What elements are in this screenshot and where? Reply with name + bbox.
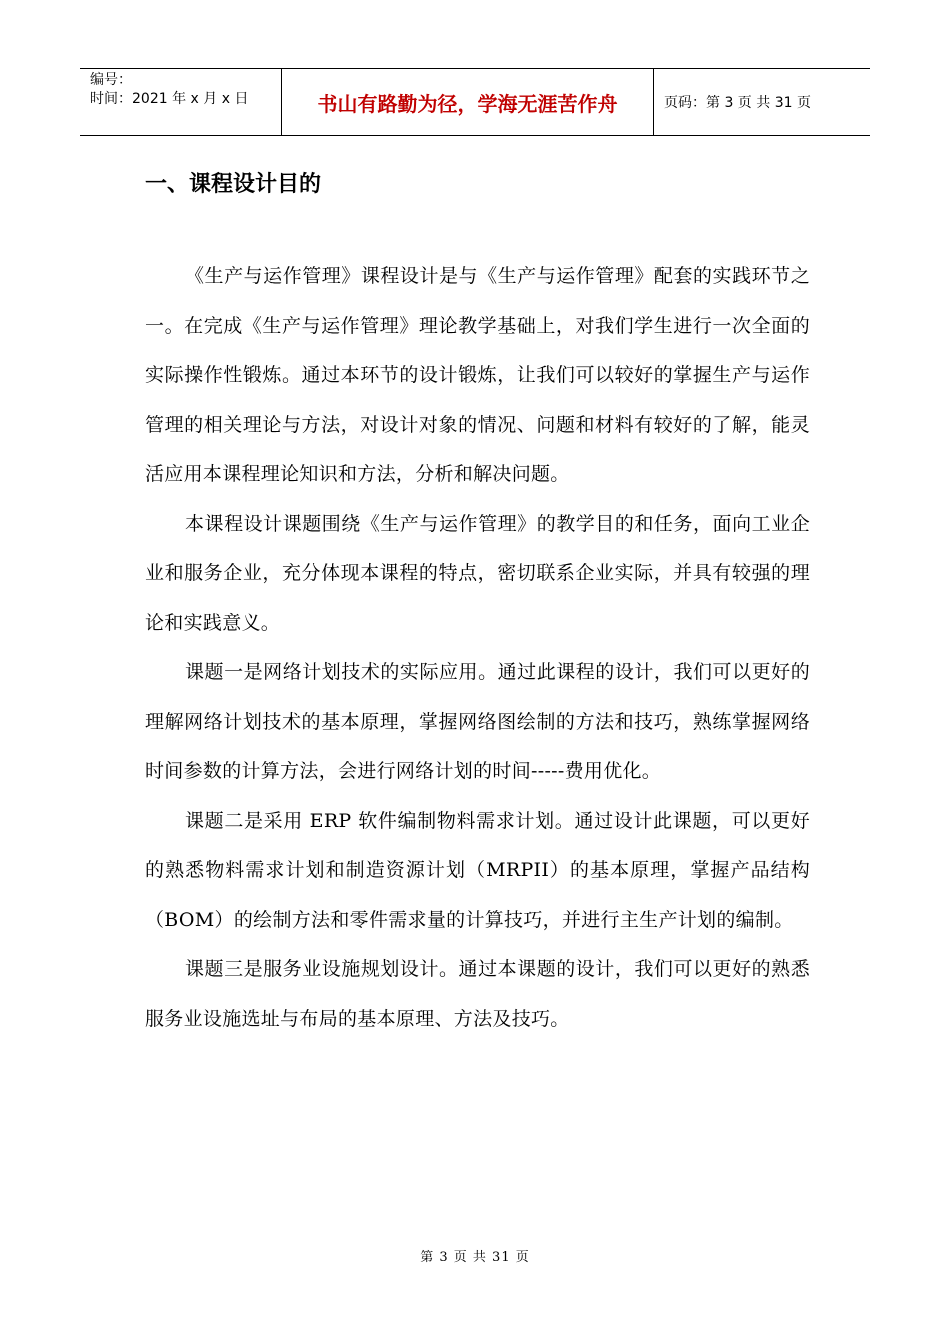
section-title: 一、课程设计目的 [145,172,322,197]
body-text [145,252,810,1044]
document-header [80,68,870,136]
paragraph: 课题二是采用 ERP 软件编制物料需求计划。通过设计此课题，可以更好的熟悉物料需求计划和制造资源计划（MRPII）的基本原理，掌握产品结构（BOM）的绘制方法和零件需求量的计算技巧，并进行主生产计划的编制。 [145,809,810,931]
document-number-label: 编号： [90,72,132,88]
paragraph: 《生产与运作管理》课程设计是与《生产与运作管理》配套的实践环节之一。在完成《生产与运作管理》理论教学基础上，对我们学生进行一次全面的实际操作性锻炼。通过本环节的设计锻炼，让我们可以较好的掌握生产与运作管理的相关理论与方法，对设计对象的情况、问题和材料有较好的了解，能灵活应用本课程理论知识和方法，分析和解决问题。 [145,265,810,485]
paragraph: 本课程设计课题围绕《生产与运作管理》的教学目的和任务，面向工业企业和服务企业，充分体现本课程的特点，密切联系企业实际，并具有较强的理论和实践意义。 [145,512,810,634]
document-date-label: 时间：2021 年 x 月 x 日 [90,91,249,107]
header-meta-cell [80,69,282,135]
paragraph: 课题三是服务业设施规划设计。通过本课题的设计，我们可以更好的熟悉服务业设施选址与布局的基本原理、方法及技巧。 [145,958,810,1030]
header-motto-cell [282,69,654,135]
paragraph: 课题一是网络计划技术的实际应用。通过此课程的设计，我们可以更好的理解网络计划技术的基本原理，掌握网络图绘制的方法和技巧，熟练掌握网络时间参数的计算方法，会进行网络计划的时间-----费用优化。 [145,661,810,782]
header-motto: 书山有路勤为径，学海无涯苦作舟 [317,91,618,116]
page-footer: 第 3 页 共 31 页 [420,1250,530,1265]
header-page-cell [654,69,870,135]
header-page-info: 页码：第 3 页 共 31 页 [664,95,811,111]
